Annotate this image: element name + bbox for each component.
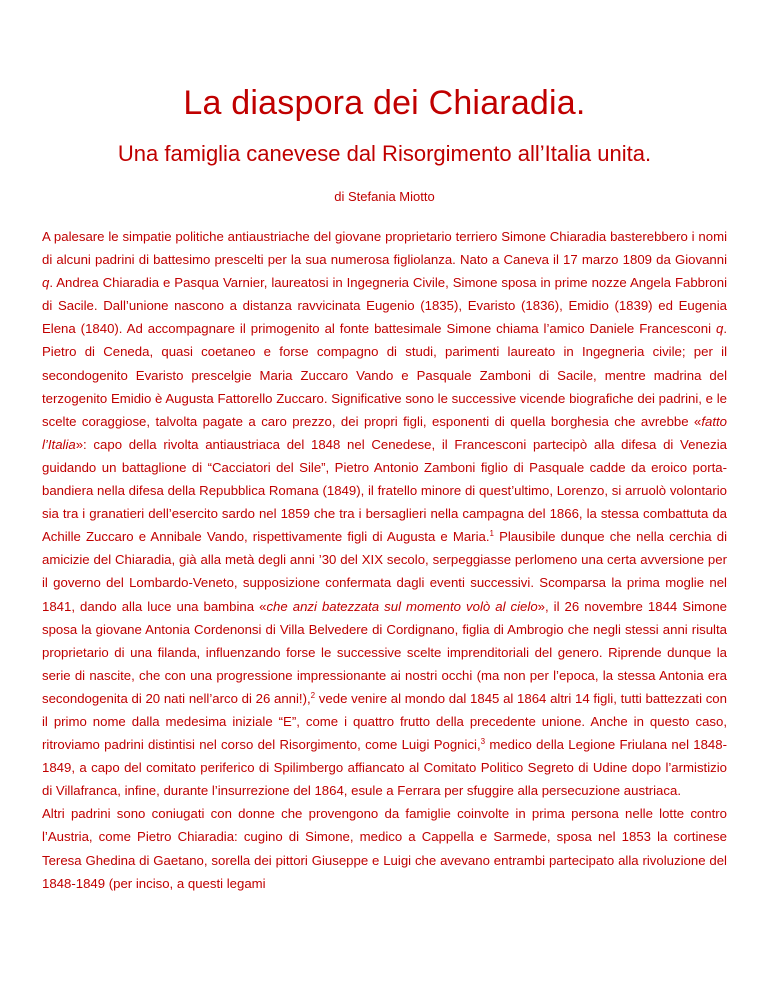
document-subtitle: Una famiglia canevese dal Risorgimento all’Italia unita. — [117, 141, 652, 166]
paragraph-1-text: vede venire al mondo dal 1845 al 1864 altri 14 figli, tutti battezzati con il primo nome dalla medesima iniziale “E”, come i quattro frutto della precedente unione. Anche in questo caso, ritroviamo padrini distintisi nel corso del Risorgimento, come Luigi Pognici, — [42, 690, 727, 753]
emphasis-quote-battezzata: che anzi batezzata sul momento volò al cielo — [266, 598, 538, 614]
paragraph-1-text: medico della Legione Friulana nel 1848-1849, a capo del comitato periferico di Spilimbergo affiancato al Comitato Politico Segreto di Udine dopo l’armistizio di Villafranca, infine, durante l’insurrezione del 1864, esule a Ferrara per sfuggire alla persecuzione austriaca. — [42, 737, 727, 799]
footnote-ref-1[interactable]: 1 — [489, 529, 494, 539]
paragraph-1-text: . Andrea Chiaradia e Pasqua Varnier, laureatosi in Ingegneria Civile, Simone sposa in prime nozze Angela Fabbroni di Sacile. Dall’unione nascono a distanza ravvicinata Eugenio (1835), Evaristo (1836), Emidio (1839) ed Eugenia Elena (1840). Ad accompagnare il primogenito al fonte battesimale Simone chiama l’amico Daniele Francesconi — [42, 275, 727, 337]
footnote-ref-3[interactable]: 3 — [480, 737, 486, 747]
article-body — [42, 206, 727, 895]
author-byline: di Stefania Miotto — [334, 189, 435, 204]
paragraph-1 — [42, 225, 727, 802]
paragraph-1-text: A palesare le simpatie politiche antiaustriache del giovane proprietario terriero Simone Chiaradia basterebbero i nomi di alcuni padrini di battesimo prescelti per la sua numerosa figliolanza. Nato a Caneva il 17 marzo 1809 da Giovanni — [42, 229, 727, 268]
emphasis-q-2: q — [715, 321, 724, 337]
paragraph-2: Altri padrini sono coniugati con donne che provengono da famiglie coinvolte in prima persona nelle lotte contro l’Austria, come Pietro Chiaradia: cugino di Simone, medico a Cappella e Sarmede, sposa nel 1853 la cortinese Teresa Ghedina di Gaetano, sorella dei pittori Giuseppe e Luigi che avevano entrambi partecipato alla rivoluzione del 1848-1849 (per inciso, a questi legami — [42, 806, 727, 891]
footnote-ref-2[interactable]: 2 — [310, 690, 316, 700]
paragraph-1-text: »: capo della rivolta antiaustriaca del 1848 nel Cenedese, il Francesconi partecipò alla difesa di Venezia guidando un battaglione di “Cacciatori del Sile”, Pietro Antonio Zamboni figlio di Pasquale cadde da eroico porta- bandiera nella difesa della Repubblica Romana (1849), il fratello minore di quest’ultimo, Lorenzo, si arruolò volontario sia tra i granatieri dell’esercito sardo nel 1859 che tra i bersaglieri nella campagna del 1866, la stessa combattuta da Achille Zuccaro e Annibale Vando, rispettivamente figli di Augusta e Maria. — [42, 436, 727, 545]
emphasis-quote-fatto-italia: fatto l’Italia — [42, 413, 727, 452]
paragraph-1-text: Plausibile dunque che nella cerchia di amicizie del Chiaradia, già alla metà degli anni ’30 del XIX secolo, serpeggiasse perlomeno una certa avversione per il governo del Lombardo-Veneto, supposizione confermata dagli eventi successivi. Scomparsa la prima moglie nel 1841, dando alla luce una bambina « — [42, 529, 727, 614]
emphasis-q-1: q — [42, 275, 50, 291]
document-title: La diaspora dei Chiaradia. — [183, 84, 586, 122]
paragraph-1-text: », il 26 novembre 1844 Simone sposa la giovane Antonia Cordenonsi di Villa Belvedere di Cordignano, figlia di Ambrogio che negli stessi anni risulta proprietario di una filanda, influenzando forse le successive scelte imprenditoriali del genero. Riprende dunque la serie di nascite, che con una progressione impressionante ai nostri occhi (ma non per l’epoca, la stessa Antonia era secondogenita di 20 nati nell’arco di 26 anni!), — [42, 598, 727, 706]
paragraph-1-text: . Pietro di Ceneda, quasi coetaneo e forse compagno di studi, parimenti laureato in Ingegneria civile; per il secondogenito Evaristo prescelgie Maria Zuccaro Vando e Pasquale Zamboni di Sacile, mentre madrina del terzogenito Emidio è Augusta Fattorello Zuccaro. Significative sono le successive vicende biografiche dei padrini, e le scelte coraggiose, talvolta pagate a caro prezzo, dei propri figli, esponenti di quella borghesia che avrebbe « — [42, 321, 727, 429]
